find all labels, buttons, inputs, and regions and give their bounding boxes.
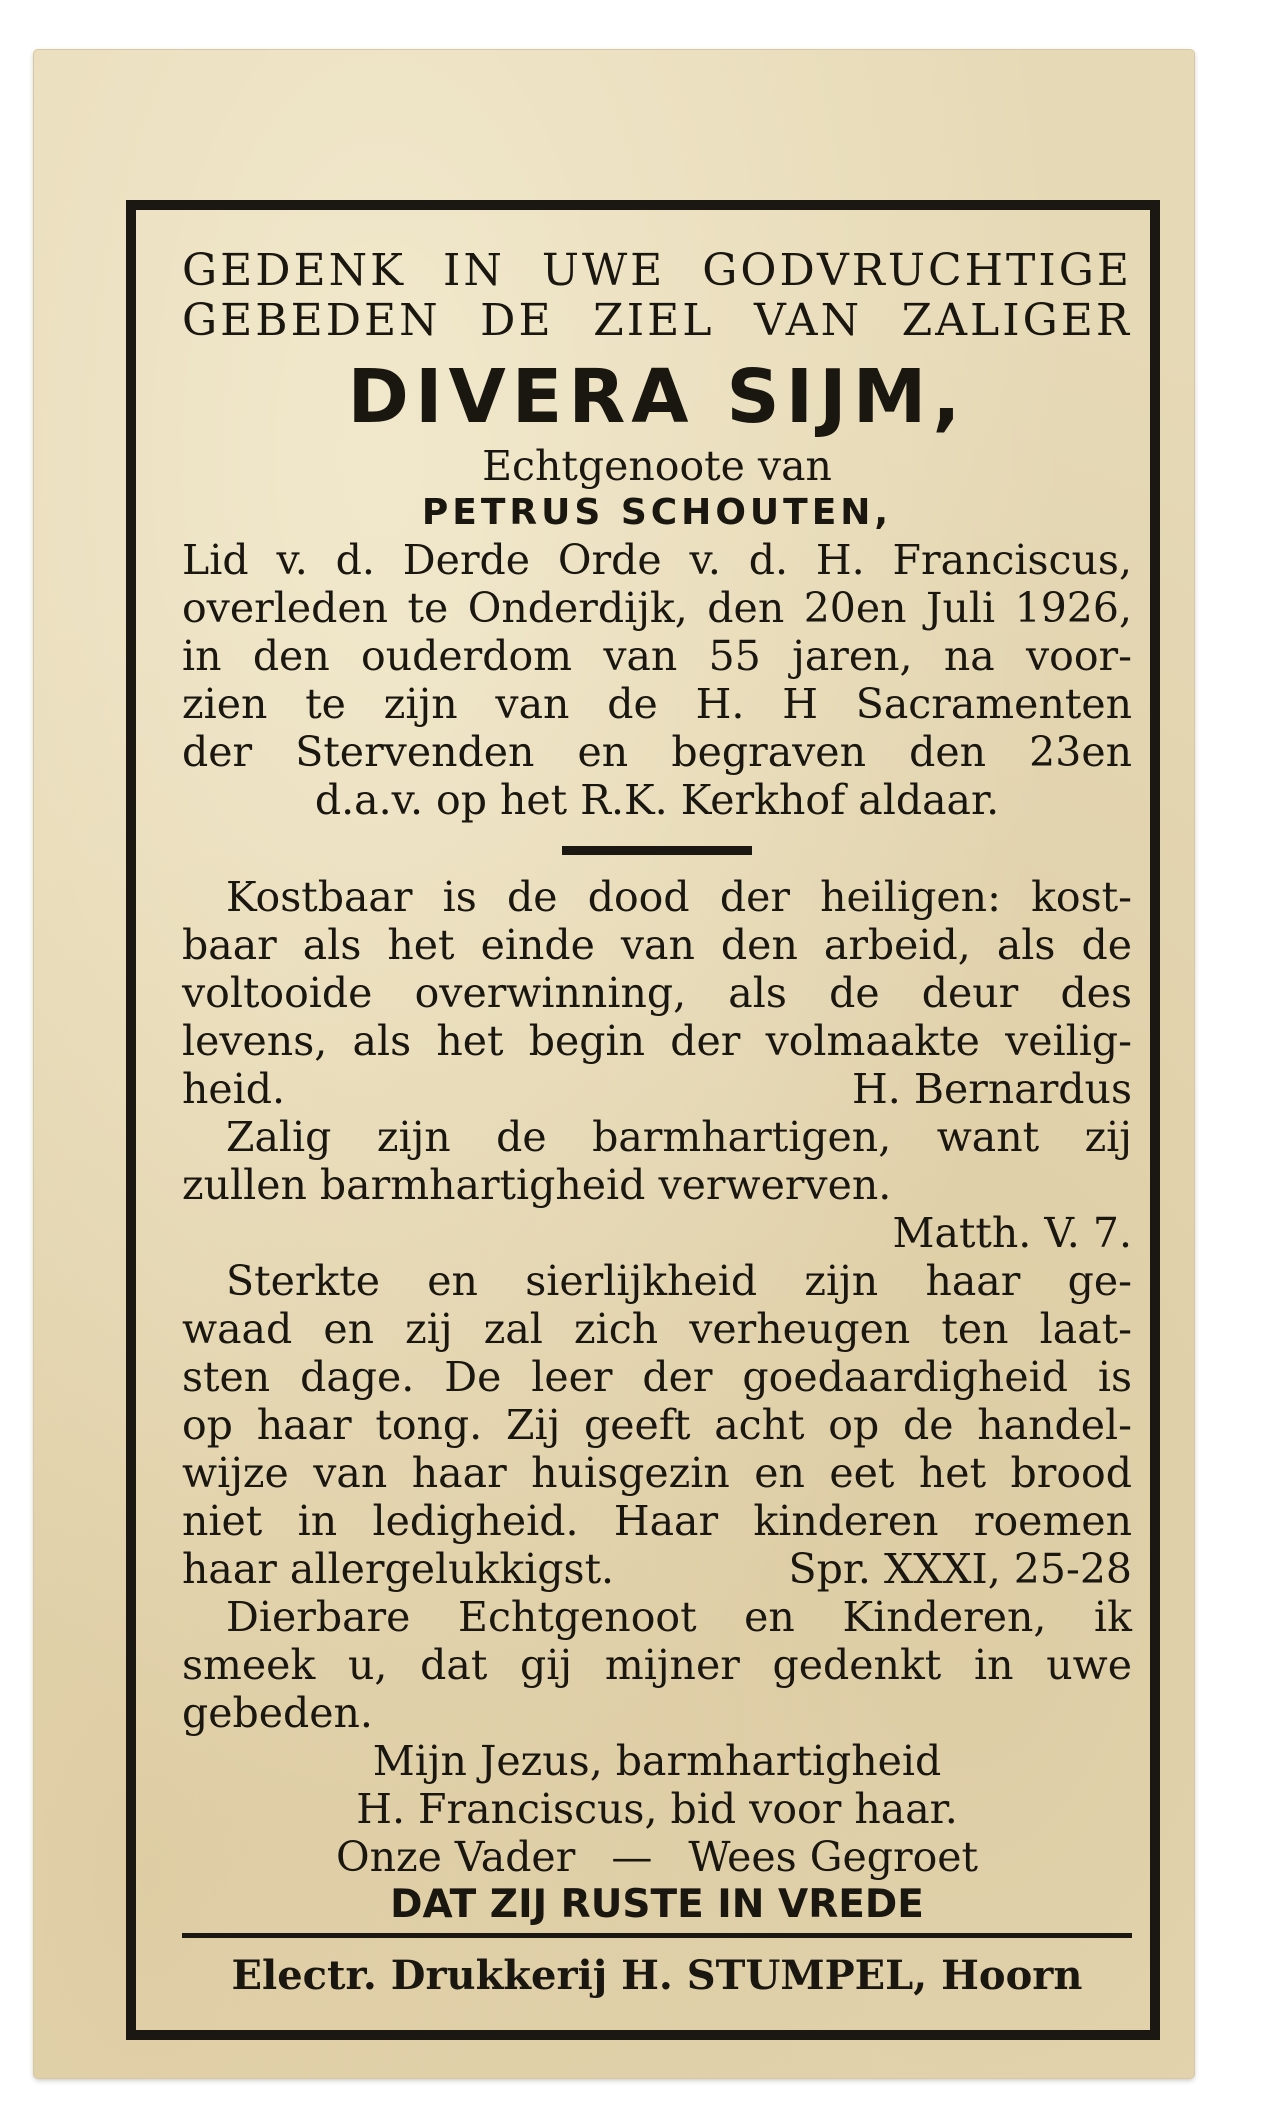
deceased-name: DIVERA SIJM, <box>347 354 967 440</box>
biography-line-4: zien te zijn van de H. H Sacramenten <box>182 680 1132 728</box>
quote3-line-2: waad en zij zal zich verheugen ten laat- <box>182 1305 1132 1353</box>
prayer-left: Onze Vader <box>335 1833 576 1881</box>
quote3-line-3: sten dage. De leer der goedaardigheid is <box>182 1353 1132 1401</box>
card-text-block <box>182 246 1132 1929</box>
quote1-source: H. Bernardus <box>852 1065 1132 1113</box>
quote3-line-4: op haar tong. Zij geeft acht op de handel- <box>182 1401 1132 1449</box>
quote3-line-1: Sterkte en sierlijkheid zijn haar ge- <box>226 1257 1132 1305</box>
biography-line-5: der Stervenden en begraven den 23en <box>182 728 1132 776</box>
plea-line-1: Dierbare Echtgenoot en Kinderen, ik <box>226 1593 1132 1641</box>
quote2-line-2: zullen barmhartigheid verwerven. <box>182 1161 892 1209</box>
prayer-line-2: H. Franciscus, bid voor haar. <box>356 1785 958 1833</box>
quote3-source: Spr. XXXI, 25-28 <box>788 1545 1132 1593</box>
printer-imprint: Electr. Drukkerij H. STUMPEL, Hoorn <box>231 1952 1083 1999</box>
quote2-source: Matth. V. 7. <box>892 1209 1132 1257</box>
prayer-line-3 <box>182 1833 1132 1881</box>
quote3-last-row <box>182 1545 1132 1593</box>
biography-line-2: overleden te Onderdijk, den 20en Juli 1926, <box>182 584 1132 632</box>
prayer-right: Wees Gegroet <box>688 1833 978 1881</box>
quote3-line-5: wijze van haar huisgezin en eet het brood <box>182 1449 1132 1497</box>
quote1-line-2: baar als het einde van den arbeid, als de <box>182 921 1132 969</box>
spouse-name: PETRUS SCHOUTEN, <box>421 492 893 533</box>
memorial-card <box>34 50 1194 2078</box>
quote3-line-7: haar allergelukkigst. <box>182 1545 615 1593</box>
quote1-line-3: voltooide overwinning, als de deur des <box>182 969 1132 1017</box>
relation-text: Echtgenoote van <box>482 442 832 490</box>
short-divider <box>562 846 752 855</box>
card-border-frame <box>126 200 1160 2040</box>
biography-line-3: in den ouderdom van 55 jaren, na voor- <box>182 632 1132 680</box>
quote1-line-1: Kostbaar is de dood der heiligen: kost- <box>226 873 1132 921</box>
footer-divider <box>182 1933 1132 1938</box>
biography-line-6: d.a.v. op het R.K. Kerkhof aldaar. <box>314 776 1000 824</box>
plea-line-3: gebeden. <box>182 1689 373 1737</box>
quote2-line-1: Zalig zijn de barmhartigen, want zij <box>226 1113 1132 1161</box>
quote1-line-5: heid. <box>182 1065 286 1113</box>
prayer-line-1: Mijn Jezus, barmhartigheid <box>372 1737 942 1785</box>
quote1-last-row <box>182 1065 1132 1113</box>
plea-line-2: smeek u, dat gij mijner gedenkt in uwe <box>182 1641 1132 1689</box>
header-line-1: GEDENK IN UWE GODVRUCHTIGE <box>182 245 1132 296</box>
prayer-dash: — <box>611 1833 653 1881</box>
quote3-line-6: niet in ledigheid. Haar kinderen roemen <box>182 1497 1132 1545</box>
biography-line-1: Lid v. d. Derde Orde v. d. H. Franciscus, <box>182 536 1132 584</box>
closing-line: DAT ZIJ RUSTE IN VREDE <box>390 1882 924 1927</box>
header-line-2: GEBEDEN DE ZIEL VAN ZALIGER <box>182 295 1132 346</box>
quote1-line-4: levens, als het begin der volmaakte veilig- <box>182 1017 1132 1065</box>
